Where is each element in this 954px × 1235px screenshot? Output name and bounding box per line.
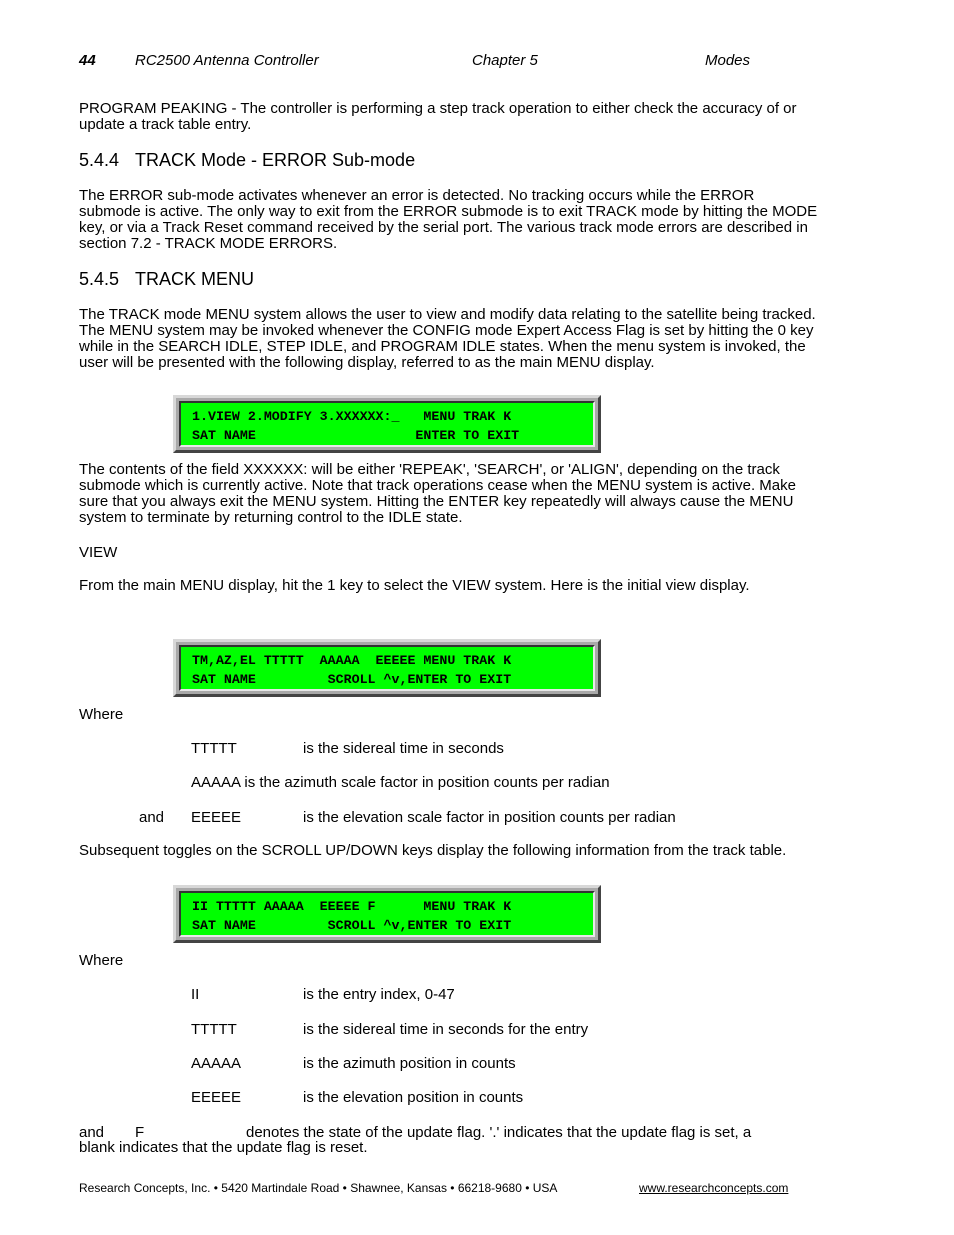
lcd-view-display [173, 639, 601, 697]
lcd-line-1: TM,AZ,EL TTTTT AAAAA EEEEE MENU TRAK K [192, 653, 512, 668]
section-545-heading [79, 269, 254, 290]
lcd-line-1: 1.VIEW 2.MODIFY 3.XXXXXX:_ MENU TRAK K [192, 409, 512, 424]
section-545-body: The TRACK mode MENU system allows the user to view and modify data relating to the satellite being tracked. The MENU system may be invoked whenever the CONFIG mode Expert Access Flag is set by hitting the 0 key while in the SEARCH IDLE, STEP IDLE, and PROGRAM IDLE states. When the menu system is invoked, the user will be presented with the following display, referred to as the main MENU display. [79, 306, 816, 371]
def-desc: is the elevation position in counts [303, 1089, 524, 1106]
footer-address: Research Concepts, Inc. • 5420 Martindale Road • Shawnee, Kansas • 66218-9680 • USA [79, 1181, 558, 1195]
scroll-paragraph: Subsequent toggles on the SCROLL UP/DOWN keys display the following information from the track table. [79, 842, 787, 859]
def-desc: is the sidereal time in seconds [303, 740, 504, 757]
section-544-heading [79, 150, 415, 171]
lcd-screen [179, 645, 595, 691]
def-term: F [135, 1124, 145, 1141]
lcd-main-menu-display [173, 395, 601, 453]
view-heading: VIEW [79, 544, 118, 561]
section-number: 5.4.5 [79, 269, 120, 289]
def-desc: is the azimuth position in counts [303, 1055, 516, 1072]
def-prefix: and [79, 1124, 105, 1141]
footer-website-link[interactable]: www.researchconcepts.com [639, 1181, 789, 1195]
intro-paragraph: PROGRAM PEAKING - The controller is performing a step track operation to either check the accuracy of or update a track table entry. [79, 100, 797, 133]
lcd-line-2: SAT NAME SCROLL ^v,ENTER TO EXIT [192, 918, 512, 933]
section-number: 5.4.4 [79, 150, 120, 170]
def-term: TTTTT [191, 740, 237, 757]
lcd-track-table-display [173, 885, 601, 943]
lcd-line-1: II TTTTT AAAAA EEEEE F MENU TRAK K [192, 899, 512, 914]
lcd-line-2: SAT NAME ENTER TO EXIT [192, 428, 520, 443]
lcd-screen [179, 891, 595, 937]
def-desc: is the elevation scale factor in position counts per radian [303, 809, 676, 826]
def-desc: is the sidereal time in seconds for the entry [303, 1021, 589, 1038]
def-desc-continued: blank indicates that the update flag is reset. [79, 1139, 368, 1156]
where-label: Where [79, 952, 124, 969]
where-label: Where [79, 706, 124, 723]
view-paragraph: From the main MENU display, hit the 1 key to select the VIEW system. Here is the initial view display. [79, 577, 750, 594]
def-term: EEEEE [191, 1089, 242, 1106]
def-term: TTTTT [191, 1021, 237, 1038]
lcd-screen [179, 401, 595, 447]
page-number: 44 [79, 52, 96, 69]
def-term: II [191, 986, 200, 1003]
def-prefix: and [139, 809, 165, 826]
def-desc: is the entry index, 0-47 [303, 986, 455, 1003]
contents-paragraph: The contents of the field XXXXXX: will be either 'REPEAK', 'SEARCH', or 'ALIGN', depending on the track submode which is currently active. Note that track operations cease when the MENU system is active. Make sure that you always exit the MENU system. Hitting the ENTER key repeatedly will always cause the MENU system to terminate by returning control to the IDLE state. [79, 461, 796, 526]
def-term: AAAAA [191, 1055, 242, 1072]
section-544-body: The ERROR sub-mode activates whenever an error is detected. No tracking occurs while the ERROR submode is active. The only way to exit from the ERROR submode is to exit TRACK mode by hitting the MODE key, or via a Track Reset command received by the serial port. The various track mode errors are described in section 7.2 - TRACK MODE ERRORS. [79, 187, 818, 252]
header-product: RC2500 Antenna Controller [135, 52, 319, 69]
section-title: TRACK MENU [135, 269, 255, 289]
header-section: Modes [705, 52, 751, 69]
def-term: AAAAA is the azimuth scale factor in position counts per radian [191, 774, 610, 791]
header-chapter: Chapter 5 [472, 52, 538, 69]
section-title: TRACK Mode - ERROR Sub-mode [135, 150, 416, 170]
def-term: EEEEE [191, 809, 242, 826]
def-desc: denotes the state of the update flag. '.' indicates that the update flag is set, a [246, 1124, 752, 1141]
lcd-line-2: SAT NAME SCROLL ^v,ENTER TO EXIT [192, 672, 512, 687]
